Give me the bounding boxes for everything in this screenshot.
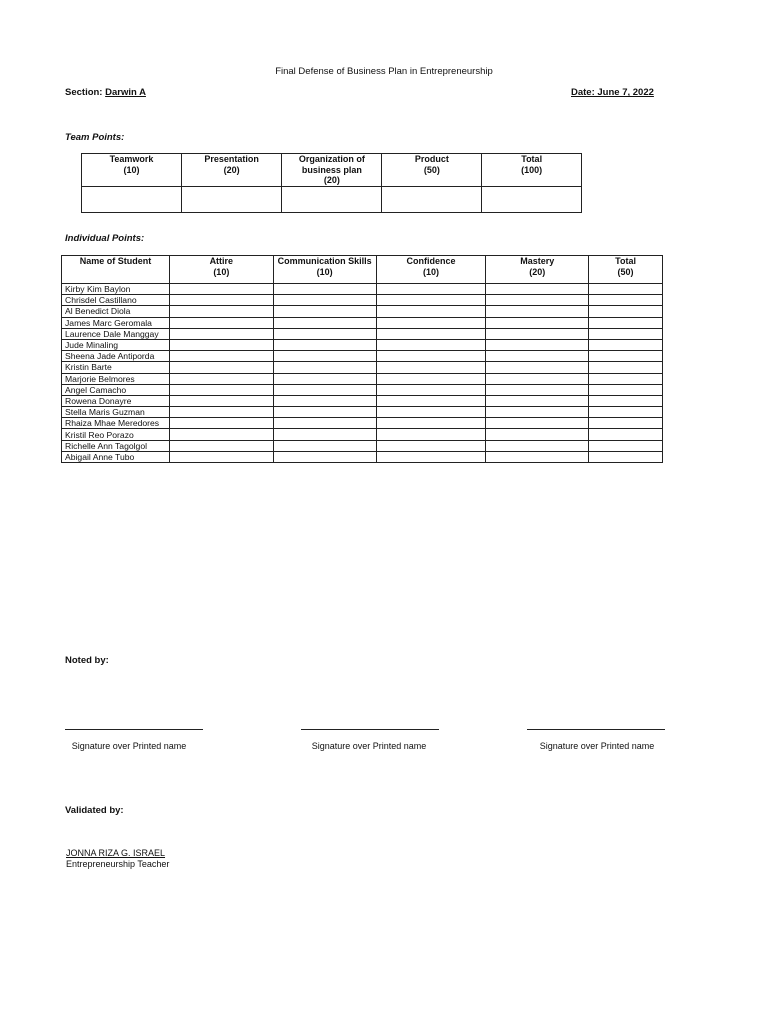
score-cell: [486, 451, 589, 462]
student-row: [62, 440, 663, 451]
score-cell: [273, 362, 376, 373]
student-row: [62, 418, 663, 429]
score-cell: [376, 429, 486, 440]
score-cell: [589, 317, 663, 328]
score-cell: [169, 306, 273, 317]
score-cell: [169, 328, 273, 339]
score-cell: [486, 429, 589, 440]
student-name: Kristin Barte: [62, 362, 170, 373]
score-cell: [169, 440, 273, 451]
score-cell: [589, 451, 663, 462]
col-communication-skills: [273, 256, 376, 284]
score-cell: [486, 407, 589, 418]
score-cell: [169, 284, 273, 295]
col-points: (20): [529, 266, 546, 277]
col-label: Communication Skills: [277, 256, 372, 266]
score-cell: [589, 295, 663, 306]
score-cell: [169, 339, 273, 350]
score-cell: [589, 306, 663, 317]
col-confidence: [376, 256, 486, 284]
student-row: [62, 395, 663, 406]
score-cell: [589, 362, 663, 373]
individual-points-heading: Individual Points:: [65, 233, 145, 244]
team-col-label: Teamwork: [109, 154, 154, 164]
team-col-points: (20): [223, 164, 240, 175]
document-title: Final Defense of Business Plan in Entrepreneurship: [275, 66, 493, 77]
score-cell: [273, 451, 376, 462]
score-cell: [169, 451, 273, 462]
score-cell: [273, 339, 376, 350]
score-cell: [376, 395, 486, 406]
col-points: (10): [213, 266, 230, 277]
team-col-points: (100): [521, 164, 543, 175]
score-cell: [169, 395, 273, 406]
student-name: Rowena Donayre: [62, 395, 170, 406]
student-row: [62, 362, 663, 373]
student-name: Angel Camacho: [62, 384, 170, 395]
team-col-total: [482, 154, 582, 187]
score-cell: [273, 351, 376, 362]
signature-label-1: Signature over Printed name: [71, 741, 187, 751]
col-attire: [169, 256, 273, 284]
student-row: [62, 284, 663, 295]
student-row: [62, 384, 663, 395]
score-cell: [589, 429, 663, 440]
student-row: [62, 339, 663, 350]
col-label: Total: [615, 256, 636, 266]
col-points: (10): [316, 266, 333, 277]
score-cell: [589, 440, 663, 451]
score-cell: [376, 339, 486, 350]
signature-label-2: Signature over Printed name: [311, 741, 427, 751]
score-cell: [376, 306, 486, 317]
score-cell: [273, 418, 376, 429]
student-row: [62, 306, 663, 317]
score-cell: [273, 407, 376, 418]
score-cell: [169, 295, 273, 306]
student-row: [62, 407, 663, 418]
score-cell: [376, 362, 486, 373]
student-name: James Marc Geromala: [62, 317, 170, 328]
section-value: Darwin A: [105, 87, 146, 98]
student-name: Jude Minaling: [62, 339, 170, 350]
teacher-block: [66, 848, 169, 869]
score-cell: [273, 373, 376, 384]
score-cell: [273, 295, 376, 306]
team-score-row: [82, 187, 582, 213]
team-col-label: Product: [414, 154, 449, 164]
score-cell: [376, 351, 486, 362]
student-name: Al Benedict Diola: [62, 306, 170, 317]
team-score-cell: [482, 187, 582, 213]
score-cell: [273, 328, 376, 339]
col-total: [589, 256, 663, 284]
score-cell: [376, 284, 486, 295]
team-score-cell: [182, 187, 282, 213]
score-cell: [376, 384, 486, 395]
noted-by-label: Noted by:: [65, 655, 109, 666]
student-rows: [62, 284, 663, 463]
individual-points-table: [61, 255, 663, 463]
col-label: Name of Student: [79, 256, 152, 266]
score-cell: [486, 295, 589, 306]
student-name: Marjorie Belmores: [62, 373, 170, 384]
score-cell: [273, 429, 376, 440]
team-col-points: (20): [323, 175, 340, 185]
score-cell: [589, 418, 663, 429]
score-cell: [486, 395, 589, 406]
team-header-row: [82, 154, 582, 187]
score-cell: [486, 418, 589, 429]
score-cell: [486, 306, 589, 317]
col-points: (10): [422, 266, 439, 277]
team-score-cell: [82, 187, 182, 213]
col-label: Confidence: [406, 256, 456, 266]
score-cell: [589, 373, 663, 384]
student-name: Chrisdel Castillano: [62, 295, 170, 306]
signature-label-3: Signature over Printed name: [539, 741, 655, 751]
score-cell: [376, 451, 486, 462]
section-label: Section:: [65, 87, 103, 98]
signature-line-1: [65, 729, 203, 730]
student-row: [62, 351, 663, 362]
team-score-cell: [282, 187, 382, 213]
score-cell: [589, 284, 663, 295]
student-name: Kristil Reo Porazo: [62, 429, 170, 440]
student-row: [62, 295, 663, 306]
team-col-presentation: [182, 154, 282, 187]
score-cell: [486, 351, 589, 362]
col-points: (50): [617, 266, 634, 277]
col-mastery: [486, 256, 589, 284]
score-cell: [376, 328, 486, 339]
team-col-teamwork: [82, 154, 182, 187]
score-cell: [273, 317, 376, 328]
score-cell: [273, 384, 376, 395]
team-points-table: [81, 153, 582, 213]
score-cell: [486, 384, 589, 395]
col-name-of-student: [62, 256, 170, 284]
team-col-points: (10): [123, 164, 140, 175]
score-cell: [273, 284, 376, 295]
team-col-points: (50): [423, 164, 440, 175]
score-cell: [169, 429, 273, 440]
score-cell: [486, 362, 589, 373]
col-label: Mastery: [520, 256, 555, 266]
student-row: [62, 429, 663, 440]
team-col-product: [382, 154, 482, 187]
score-cell: [376, 440, 486, 451]
score-cell: [169, 317, 273, 328]
score-cell: [486, 328, 589, 339]
signature-line-2: [301, 729, 439, 730]
section-field: [65, 87, 146, 98]
score-cell: [486, 373, 589, 384]
score-cell: [486, 440, 589, 451]
score-cell: [169, 362, 273, 373]
team-points-heading: Team Points:: [65, 132, 125, 143]
teacher-name: JONNA RIZA G. ISRAEL: [66, 848, 166, 858]
team-col-label: Total: [521, 154, 543, 164]
date-field: Date: June 7, 2022: [571, 87, 654, 98]
score-cell: [486, 339, 589, 350]
student-name: Richelle Ann Tagolgol: [62, 440, 170, 451]
team-col-label: Organization of: [298, 154, 365, 164]
score-cell: [169, 351, 273, 362]
score-cell: [486, 284, 589, 295]
score-cell: [273, 306, 376, 317]
student-name: Laurence Dale Manggay: [62, 328, 170, 339]
student-name: Abigail Anne Tubo: [62, 451, 170, 462]
teacher-role: Entrepreneurship Teacher: [66, 858, 170, 869]
score-cell: [169, 373, 273, 384]
score-cell: [589, 384, 663, 395]
student-row: [62, 317, 663, 328]
signature-line-3: [527, 729, 665, 730]
student-name: Stella Maris Guzman: [62, 407, 170, 418]
score-cell: [589, 407, 663, 418]
col-label: Attire: [209, 256, 234, 266]
score-cell: [589, 351, 663, 362]
score-cell: [376, 407, 486, 418]
score-cell: [273, 440, 376, 451]
score-cell: [589, 339, 663, 350]
team-score-cell: [382, 187, 482, 213]
validated-by-label: Validated by:: [65, 805, 124, 816]
student-row: [62, 328, 663, 339]
score-cell: [169, 384, 273, 395]
student-name: Kirby Kim Baylon: [62, 284, 170, 295]
score-cell: [376, 373, 486, 384]
score-cell: [486, 317, 589, 328]
student-name: Sheena Jade Antiporda: [62, 351, 170, 362]
student-row: [62, 373, 663, 384]
team-col-label: Presentation: [204, 154, 259, 164]
team-col-label-line2: business plan: [301, 164, 362, 175]
score-cell: [376, 418, 486, 429]
student-row: [62, 451, 663, 462]
score-cell: [169, 418, 273, 429]
team-col-organization: [282, 154, 382, 187]
score-cell: [589, 328, 663, 339]
score-cell: [376, 317, 486, 328]
score-cell: [273, 395, 376, 406]
student-name: Rhaiza Mhae Meredores: [62, 418, 170, 429]
score-cell: [376, 295, 486, 306]
score-cell: [589, 395, 663, 406]
score-cell: [169, 407, 273, 418]
individual-header-row: [62, 256, 663, 284]
